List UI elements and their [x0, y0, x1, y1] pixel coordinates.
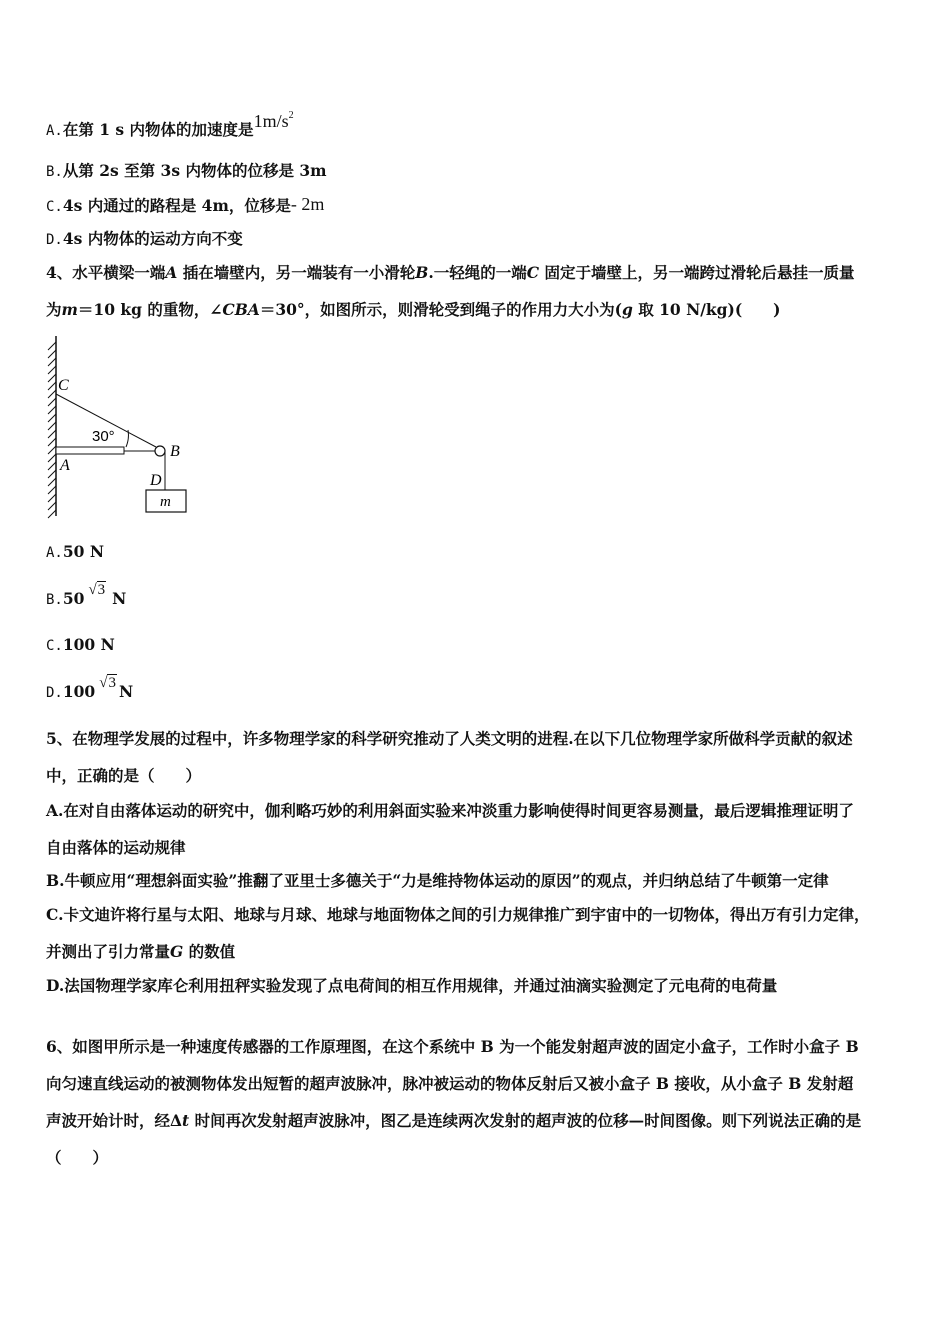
q4-var-c: C: [526, 263, 540, 282]
q4-option-d-unit: N: [118, 682, 134, 701]
q6-stem-line-1: 6、如图甲所示是一种速度传感器的工作原理图，在这个系统中 B 为一个能发射超声波的固定小盒子，工作时小盒子 B: [46, 1037, 859, 1056]
q4-text: 取 10 N/kg)( ): [632, 300, 781, 319]
q4-var-m: m: [61, 300, 78, 319]
radicand: 3: [108, 675, 116, 691]
q6-stem-line-3: [46, 1111, 861, 1131]
label-m: m: [160, 494, 171, 510]
q4-option-b-label: B.: [46, 592, 63, 608]
pulley: [155, 446, 165, 456]
q4-text: 插在墙壁内，另一端装有一小滑轮: [177, 263, 416, 282]
q4-option-b-number: 50: [62, 589, 85, 608]
label-d: D: [150, 472, 162, 489]
sqrt-3: √3: [88, 582, 106, 598]
label-a: A: [60, 457, 70, 474]
q4-option-a-text: 50 N: [62, 542, 104, 561]
q3-option-b-label: B.: [46, 164, 63, 180]
q4-text: ＝30°，如图所示，则滑轮受到绳子的作用力大小为(: [259, 300, 622, 319]
q5-stem-line-1: 5、在物理学发展的过程中，许多物理学家的科学研究推动了人类文明的进程.在以下几位物理学家所做科学贡献的叙述: [46, 729, 853, 748]
q5-var-g: G: [170, 942, 184, 961]
q6-text: 声波开始计时，经Δ: [46, 1111, 183, 1130]
q3-option-b: [46, 161, 327, 182]
q4-text: 4、水平横梁一端: [46, 263, 166, 282]
q4-option-c: [46, 635, 115, 656]
q4-text: .一轻绳的一端: [428, 263, 527, 282]
sqrt-3: √3: [99, 675, 116, 691]
q3-option-a-label: A.: [46, 123, 63, 139]
q3-option-b-text: 从第 2s 至第 3s 内物体的位移是 3m: [62, 161, 327, 180]
q3-option-d-label: D.: [46, 232, 63, 248]
q4-var-cba: CBA: [222, 300, 260, 319]
q6-stem-line-2: 向匀速直线运动的被测物体发出短暂的超声波脉冲，脉冲被运动的物体反射后又被小盒子 B 接收，从小盒子 B 发射超: [46, 1074, 854, 1093]
q4-option-b: [46, 582, 127, 610]
q3-option-c-label: C.: [46, 199, 63, 215]
q5-option-a-line-1: A.在对自由落体运动的研究中，伽利略巧妙的利用斜面实验来冲淡重力影响使得时间更容易测量，最后逻辑推理证明了: [46, 801, 854, 820]
q4-stem-line-1: [46, 263, 855, 283]
q5-option-a-line-2: 自由落体的运动规律: [46, 838, 186, 857]
q3-option-a-text: 在第 1 s 内物体的加速度是: [62, 120, 254, 139]
q4-var-g: g: [621, 300, 633, 319]
exponent: 2: [288, 110, 294, 121]
label-c: C: [58, 377, 69, 394]
q5-text: 并测出了引力常量: [46, 942, 171, 961]
q4-var-a: A: [165, 263, 178, 282]
q3-option-a: [46, 110, 294, 141]
q4-var-b: B: [415, 263, 429, 282]
q5-option-c-line-1: C.卡文迪许将行星与太阳、地球与月球、地球与地面物体之间的引力规律推广到宇宙中的一切物体，得出万有引力定律，: [46, 905, 870, 924]
q3-option-c-text: 4s 内通过的路程是 4m，位移是: [62, 196, 291, 215]
q3-option-a-math: [254, 111, 294, 131]
q4-option-b-unit: N: [112, 589, 127, 608]
q6-stem-line-4: （ ）: [46, 1148, 109, 1167]
pulley-diagram: [40, 330, 200, 522]
q4-text: ＝10 kg 的重物，∠: [77, 300, 223, 319]
q3-option-d: [46, 229, 243, 250]
q4-option-c-text: 100 N: [62, 635, 115, 654]
q6-text: 时间再次发射超声波脉冲，图乙是连续两次发射的超声波的位移—时间图像。则下列说法正确的是: [189, 1111, 862, 1130]
q5-option-d: D.法国物理学家库仑利用扭秤实验发现了点电荷间的相互作用规律，并通过油滴实验测定了元电荷的电荷量: [46, 976, 778, 995]
q4-text: 固定于墙壁上，另一端跨过滑轮后悬挂一质量: [539, 263, 855, 282]
q4-option-a: [46, 542, 104, 563]
q4-option-d: [46, 675, 134, 703]
q4-option-d-number: 100: [62, 682, 96, 701]
angle-label: 30°: [92, 428, 115, 445]
q4-stem-line-2: [46, 300, 781, 320]
q5-option-b: B.牛顿应用“理想斜面实验”推翻了亚里士多德关于“力是维持物体运动的原因”的观点，并归纳总结了牛顿第一定律: [46, 871, 829, 890]
q5-stem-line-2: 中，正确的是（ ）: [46, 766, 202, 785]
wall-hatching: [48, 342, 56, 518]
q3-option-c: [46, 195, 324, 217]
radicand: 3: [97, 582, 106, 598]
q4-option-d-label: D.: [46, 685, 63, 701]
q4-text: 为: [46, 300, 62, 319]
q5-text: 的数值: [183, 942, 236, 961]
acceleration-value: 1m/s: [253, 111, 289, 131]
q4-option-c-label: C.: [46, 638, 63, 654]
angle-arc: [126, 430, 128, 447]
q5-option-c-line-2: [46, 942, 235, 962]
label-b: B: [170, 443, 180, 460]
horizontal-beam: [56, 447, 124, 454]
q4-option-a-label: A.: [46, 545, 63, 561]
q6-var-t: t: [182, 1111, 190, 1130]
q3-option-d-text: 4s 内物体的运动方向不变: [62, 229, 243, 248]
q3-option-c-math: - 2m: [290, 194, 325, 214]
